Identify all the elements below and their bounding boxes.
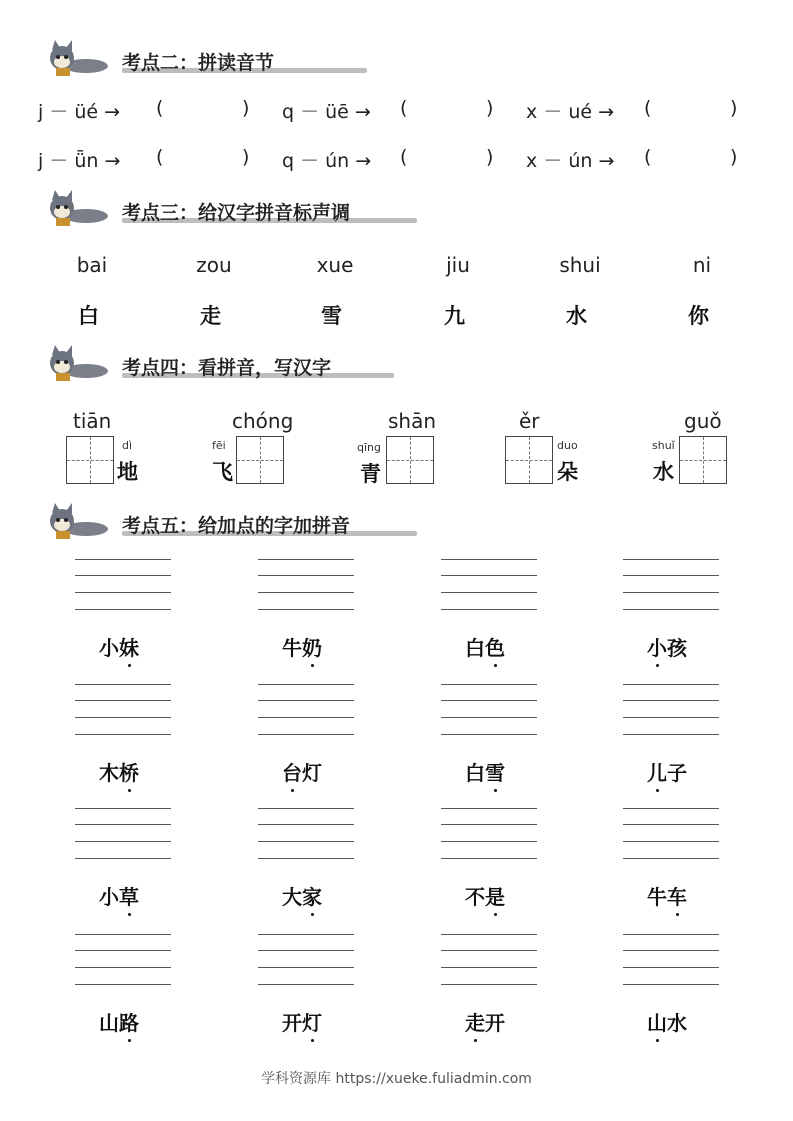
word-char: 是 [485, 881, 505, 910]
pinyin-writing-lines[interactable] [623, 934, 719, 986]
syllable-prompt: q － üē → [282, 101, 371, 123]
dotted-word [99, 757, 139, 786]
word-char: 灯 [302, 1007, 322, 1036]
hanzi-character[interactable]: 白 [78, 303, 99, 328]
word-char: 白 [465, 761, 485, 785]
dotted-word [99, 632, 139, 661]
word-char: 孩 [667, 636, 687, 660]
word-char: 白 [465, 636, 485, 660]
pinyin-hint: duo [557, 439, 578, 452]
given-character: 飞 [212, 459, 233, 484]
word-char: 牛 [647, 885, 667, 909]
pinyin-writing-lines[interactable] [258, 934, 354, 986]
syllable-prompt: q － ún → [282, 150, 372, 172]
given-character: 朵 [557, 459, 578, 484]
answer-blank-open[interactable]: ( [644, 97, 652, 119]
pinyin-label: bai [76, 253, 108, 277]
word-char: 路 [119, 1007, 139, 1036]
section-header-5 [42, 503, 351, 543]
word-char: 水 [667, 1011, 687, 1035]
dotted-word [647, 632, 687, 661]
section-header-2 [42, 40, 342, 80]
answer-blank-open[interactable]: ( [156, 97, 164, 119]
given-character: 地 [117, 459, 138, 484]
word-char: 车 [667, 881, 687, 910]
answer-blank-close[interactable]: ) [730, 146, 738, 168]
pinyin-writing-lines[interactable] [441, 559, 537, 611]
cartoon-cat-icon [42, 503, 114, 543]
answer-blank-close[interactable]: ) [730, 97, 738, 119]
word-char: 色 [485, 632, 505, 661]
pinyin-writing-lines[interactable] [623, 559, 719, 611]
hanzi-character[interactable]: 走 [200, 303, 221, 328]
writing-grid-box[interactable] [66, 436, 114, 484]
word-char: 桥 [119, 757, 139, 786]
syllable-prompt: j － ǖn → [38, 150, 121, 172]
pinyin-hint: fēi [212, 439, 226, 452]
word-char: 牛 [282, 636, 302, 660]
answer-blank-open[interactable]: ( [156, 146, 164, 168]
writing-grid-box[interactable] [505, 436, 553, 484]
word-char: 山 [99, 1011, 119, 1035]
section-title: 考点二：拼读音节 [122, 52, 275, 74]
pinyin-hint: qīng [357, 441, 381, 454]
answer-blank-open[interactable]: ( [400, 97, 408, 119]
given-character: 水 [653, 459, 674, 484]
hanzi-character[interactable]: 九 [444, 303, 465, 328]
dotted-word [282, 881, 322, 910]
pinyin-label: shui [559, 253, 601, 277]
dotted-word [465, 757, 505, 786]
dotted-word [465, 632, 505, 661]
cartoon-cat-icon [42, 40, 114, 80]
word-char: 木 [99, 761, 119, 785]
pinyin-writing-lines[interactable] [441, 934, 537, 986]
given-character: 青 [360, 461, 381, 486]
syllable-prompt: x － ún → [526, 150, 615, 172]
answer-blank-close[interactable]: ) [486, 146, 494, 168]
word-char: 妹 [119, 632, 139, 661]
writing-grid-box[interactable] [679, 436, 727, 484]
pinyin-writing-lines[interactable] [258, 808, 354, 860]
section-header-4 [42, 345, 342, 385]
pinyin-writing-lines[interactable] [258, 684, 354, 736]
pinyin-writing-lines[interactable] [623, 684, 719, 736]
section-header-3 [42, 190, 351, 230]
word-char: 奶 [302, 632, 322, 661]
pinyin-label: zou [196, 253, 232, 277]
cartoon-cat-icon [42, 345, 114, 385]
pinyin-prompt: shān [388, 409, 437, 433]
syllable-prompt: j － üé → [38, 101, 121, 123]
pinyin-writing-lines[interactable] [75, 684, 171, 736]
word-char: 大 [282, 885, 302, 909]
word-char: 儿 [647, 757, 667, 786]
dotted-word [282, 1007, 322, 1036]
pinyin-prompt: chóng [232, 409, 294, 433]
pinyin-label: xue [316, 253, 354, 277]
word-char: 草 [119, 881, 139, 910]
word-char: 小 [99, 885, 119, 909]
answer-blank-open[interactable]: ( [644, 146, 652, 168]
writing-grid-box[interactable] [386, 436, 434, 484]
pinyin-writing-lines[interactable] [258, 559, 354, 611]
pinyin-writing-lines[interactable] [623, 808, 719, 860]
pinyin-label: ni [692, 253, 712, 277]
word-char: 雪 [485, 757, 505, 786]
word-char: 灯 [302, 761, 322, 785]
answer-blank-close[interactable]: ) [486, 97, 494, 119]
pinyin-prompt: tiān [73, 409, 112, 433]
answer-blank-open[interactable]: ( [400, 146, 408, 168]
pinyin-prompt: guǒ [684, 409, 722, 433]
pinyin-prompt: ěr [519, 409, 540, 433]
pinyin-writing-lines[interactable] [75, 559, 171, 611]
pinyin-writing-lines[interactable] [75, 934, 171, 986]
dotted-word [647, 1007, 687, 1036]
dotted-word [99, 881, 139, 910]
word-char: 开 [282, 1011, 302, 1035]
dotted-word [282, 632, 322, 661]
dotted-word [647, 881, 687, 910]
syllable-prompt: x － ué → [526, 101, 615, 123]
answer-blank-close[interactable]: ) [242, 146, 250, 168]
word-char: 不 [465, 885, 485, 909]
footer-watermark: 学科资源库 https://xueke.fuliadmin.com [261, 1071, 532, 1087]
dotted-word [465, 1007, 505, 1036]
pinyin-writing-lines[interactable] [441, 808, 537, 860]
dotted-word [99, 1007, 139, 1036]
dotted-word [647, 757, 687, 786]
section-title: 考点三：给汉字拼音标声调 [122, 202, 351, 224]
hanzi-character[interactable]: 你 [688, 303, 709, 328]
pinyin-hint: dì [122, 439, 133, 452]
writing-grid-box[interactable] [236, 436, 284, 484]
cartoon-cat-icon [42, 190, 114, 230]
section-title: 考点四：看拼音，写汉字 [122, 357, 332, 379]
word-char: 小 [647, 632, 667, 661]
word-char: 子 [667, 761, 687, 785]
word-char: 家 [302, 881, 322, 910]
word-char: 台 [282, 757, 302, 786]
pinyin-label: jiu [446, 253, 470, 277]
dotted-word [465, 881, 505, 910]
answer-blank-close[interactable]: ) [242, 97, 250, 119]
word-char: 小 [99, 636, 119, 660]
hanzi-character[interactable]: 水 [566, 303, 587, 328]
word-char: 山 [647, 1007, 667, 1036]
dotted-word [282, 757, 322, 786]
pinyin-writing-lines[interactable] [441, 684, 537, 736]
word-char: 开 [485, 1011, 505, 1035]
hanzi-character[interactable]: 雪 [321, 303, 342, 328]
section-title: 考点五：给加点的字加拼音 [122, 515, 351, 537]
pinyin-hint: shuǐ [652, 439, 675, 452]
word-char: 走 [465, 1007, 485, 1036]
pinyin-writing-lines[interactable] [75, 808, 171, 860]
